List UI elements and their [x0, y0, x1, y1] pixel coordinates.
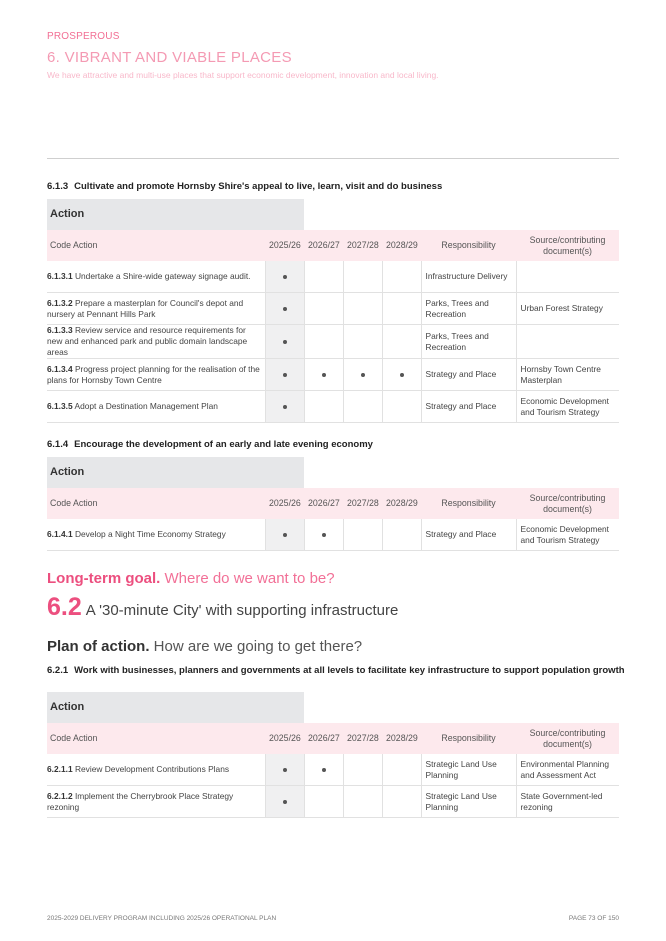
long-term-goal-heading: Long-term goal. Where do we want to be? [47, 570, 335, 587]
scheduled-dot [283, 800, 287, 804]
year-header: 2026/27 [304, 723, 343, 754]
year-header: 2027/28 [343, 230, 382, 261]
plan-of-action-heading: Plan of action. How are we going to get there? [47, 638, 363, 655]
action-table-6-1-4 [47, 457, 619, 551]
scheduled-dot [400, 373, 404, 377]
year-header: 2028/29 [382, 488, 421, 519]
code-action-header: Code Action [47, 723, 265, 754]
year-header: 2026/27 [304, 488, 343, 519]
action-table-6-1-3 [47, 199, 619, 423]
source-header: Source/contributing document(s) [516, 230, 619, 261]
strategy-heading-6-1-4: 6.1.4 Encourage the development of an early and late evening economy [47, 439, 373, 450]
responsibility-header: Responsibility [421, 488, 516, 519]
scheduled-dot [361, 373, 365, 377]
divider [47, 158, 619, 159]
scheduled-dot [283, 373, 287, 377]
action-label: Action [47, 692, 304, 723]
action-label: Action [47, 457, 304, 488]
footer-document-title: 2025-2029 DELIVERY PROGRAM INCLUDING 2025/26 OPERATIONAL PLAN [47, 915, 277, 922]
table-row: 6.1.3.1 Undertake a Shire-wide gateway signage audit. Infrastructure Delivery [47, 261, 619, 293]
page-number: PAGE 73 OF 150 [568, 915, 619, 922]
year-header: 2025/26 [265, 488, 304, 519]
scheduled-dot [283, 405, 287, 409]
scheduled-dot [283, 533, 287, 537]
scheduled-dot [283, 307, 287, 311]
page-subtitle: We have attractive and multi-use places that support economic development, innovation and local living. [47, 70, 439, 80]
table-row: 6.1.3.3 Review service and resource requirements for new and enhanced park and public domain landscape areas Parks, Trees and Recreation [47, 325, 619, 359]
year-header: 2025/26 [265, 723, 304, 754]
scheduled-dot [283, 768, 287, 772]
action-table-6-2-1 [47, 692, 619, 818]
year-header: 2028/29 [382, 230, 421, 261]
year-header: 2028/29 [382, 723, 421, 754]
table-row: 6.1.3.2 Prepare a masterplan for Council's depot and nursery at Pennant Hills Park Parks, Trees and Recreation Urban Forest Strategy [47, 293, 619, 325]
table-row: 6.2.1.1 Review Development Contributions Plans Strategic Land Use Planning Environmental Planning and Assessment Act [47, 754, 619, 786]
goal-6-2: 6.2 A '30-minute City' with supporting infrastructure [47, 593, 399, 621]
year-header: 2027/28 [343, 723, 382, 754]
scheduled-dot [322, 373, 326, 377]
year-header: 2025/26 [265, 230, 304, 261]
strategy-heading-6-2-1: 6.2.1 Work with businesses, planners and governments at all levels to facilitate key infrastructure to support population growth [47, 665, 625, 676]
source-header: Source/contributing document(s) [516, 488, 619, 519]
responsibility-header: Responsibility [421, 723, 516, 754]
strategy-heading-6-1-3: 6.1.3 Cultivate and promote Hornsby Shire's appeal to live, learn, visit and do business [47, 181, 443, 192]
code-action-header: Code Action [47, 488, 265, 519]
responsibility-header: Responsibility [421, 230, 516, 261]
table-row: 6.1.3.4 Progress project planning for the realisation of the plans for Hornsby Town Centre Strategy and Place Hornsby Town Centre Masterplan [47, 359, 619, 391]
code-action-header: Code Action [47, 230, 265, 261]
section-kicker: PROSPEROUS [47, 31, 120, 42]
table-row: 6.1.4.1 Develop a Night Time Economy Strategy Strategy and Place Economic Development and Tourism Strategy [47, 519, 619, 551]
scheduled-dot [283, 275, 287, 279]
action-label: Action [47, 199, 304, 230]
scheduled-dot [322, 533, 326, 537]
year-header: 2027/28 [343, 488, 382, 519]
year-header: 2026/27 [304, 230, 343, 261]
scheduled-dot [322, 768, 326, 772]
page-title: 6. VIBRANT AND VIABLE PLACES [47, 49, 292, 66]
scheduled-dot [283, 340, 287, 344]
table-row: 6.1.3.5 Adopt a Destination Management Plan Strategy and Place Economic Development and Tourism Strategy [47, 391, 619, 423]
table-row: 6.2.1.2 Implement the Cherrybrook Place Strategy rezoning Strategic Land Use Planning State Government-led rezoning [47, 786, 619, 818]
source-header: Source/contributing document(s) [516, 723, 619, 754]
